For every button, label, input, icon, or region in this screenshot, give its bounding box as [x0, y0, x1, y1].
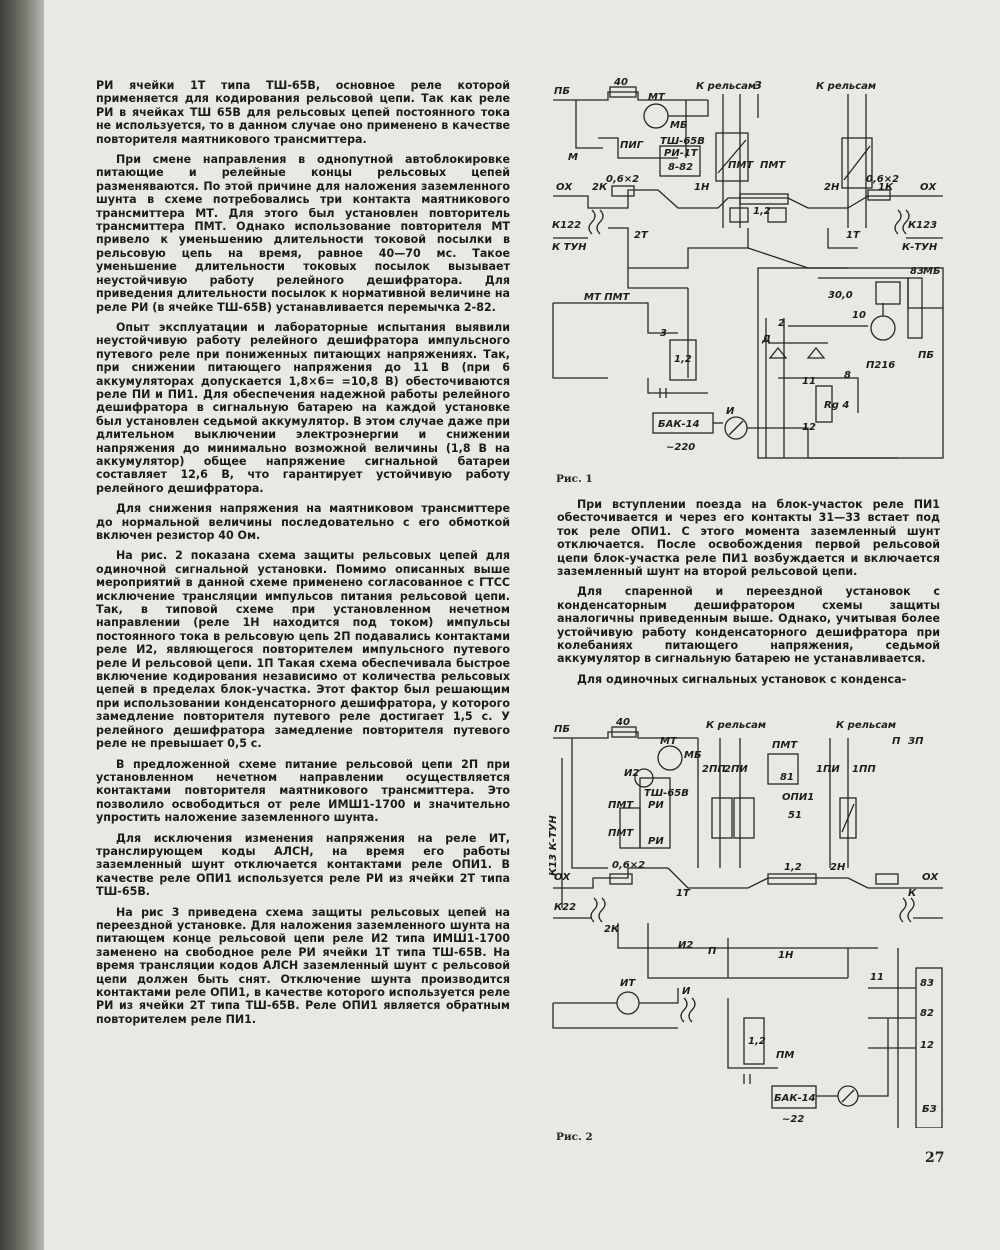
label-2k: 2К [592, 182, 608, 193]
label-mt: МТ [648, 92, 665, 103]
label-pm: ПМ [776, 1050, 795, 1061]
label-m: М [568, 152, 578, 163]
label-opi1: ОПИ1 [782, 792, 815, 803]
label-ri1t: РИ-1Т [664, 148, 698, 159]
label-rg4: Rg 4 [824, 400, 850, 411]
label-10: 10 [852, 310, 866, 321]
paragraph: Опыт эксплуатации и лабораторные испытания выявили неустойчивую работу релейного дешифратора импульсного путевого реле при пониженных питающих напряжениях. Так, при снижении питающего напряжения до 11 В (при 6 аккумуляторах допускается 1,8×6= =10,8 В) обесточиваются реле ПИ и ПИ1. Для обеспечения надежной работы релейного дешифратора в сигнальную батарею на каждой установке был установлен седьмой аккумулятор. В этом случае даже при длительном выключении электроэнергии и снижении напряжения до минимально возможной величины (1,8 В на аккумулятор) общее напряжение сигнальной батареи составляет 12,6 В, что гарантирует устойчивую работу релейного дешифратора. [96, 320, 510, 495]
label-11: 11 [870, 972, 884, 983]
label-pmt1: ПМТ [728, 160, 754, 171]
label-12: 12 [920, 1040, 934, 1051]
label-k123: К123 [908, 220, 938, 231]
label-k22: К22 [554, 902, 577, 913]
label-p1: П [892, 736, 901, 747]
paragraph: На рис 3 приведена схема защиты рельсовых цепей на переездной установке. Для наложения заземленного шунта на питающем конце рельсовой цепи реле И2 типа ИМШ1-1700 заменено на свободное реле РИ ячейки 1Т типа ТШ-65В. На время трансляции кодов АЛСН заземленный шунт с рельсовой цепи должен быть снят. Отключение шунта производится контактами реле ОПИ1, в качестве которого используется реле РИ из ячейки 2Т типа ТШ-65В. Реле ОПИ1 является обратным повторителем реле ПИ1. [96, 905, 510, 1026]
label-2k: 2К [604, 924, 620, 935]
label-pmt2: ПМТ [760, 160, 786, 171]
label-ri2: РИ [648, 836, 664, 847]
label-1t: 1Т [846, 230, 860, 241]
left-text-column [96, 79, 510, 1033]
label-83: 83 [910, 266, 924, 277]
label-51: 51 [788, 810, 802, 821]
label-40: 40 [616, 718, 630, 728]
label-pb2: ПБ [918, 350, 934, 361]
label-zp: ЗП [908, 736, 924, 747]
label-ox2: ОХ [922, 872, 939, 883]
label-d: Д [762, 334, 771, 345]
paragraph: Для спаренной и переездной установок с конденсаторным дешифратором схемы защиты аналогичны приведенным выше. Однако, учитывая более устойчивую работу конденсаторного дешифратора при колебаниях питающего напряжения, седьмой аккумулятор в сигнальную батарею не устанавливается. [557, 585, 940, 666]
label-22: ~22 [782, 1114, 805, 1125]
label-k: К [908, 888, 917, 899]
label-ox1: ОХ [554, 872, 571, 883]
label-2pi: 2ПИ [724, 764, 748, 775]
label-ox1: ОХ [556, 182, 573, 193]
label-83: 83 [920, 978, 934, 989]
paragraph: На рис. 2 показана схема защиты рельсовых цепей для одиночной сигнальной установки. Помимо описанных выше мероприятий в данной схеме применено согласованное с ГТСС исключение трансляции импульсов питания рельсовой цепи. Так, в типовой схеме при установленном нечетном направлении (реле 1Н находится под током) импульсы постоянного тока в рельсовую цепь 2П подавались контактами реле И2, являющегося повторителем импульсного путевого реле И рельсовой цепи. 1П Такая схема обеспечивала быстрое включение кодирования независимо от количества рельсовых цепей в пределах блок-участка. Этот фактор был решающим при использовании конденсаторного дешифратора, у которого замедление повторителя путевого реле достигает 1,5 с. У релейного дешифратора замедление повторителя путевого реле не превышает 0,5 с. [96, 549, 510, 751]
paragraph: В предложенной схеме питание рельсовой цепи 2П при установленном нечетном направлении осуществляется контактами повторителя маятникового трансмиттера. Это позволило освободиться от реле ИМШ1-1700 и значительно упростить наложение заземленного шунта. [96, 757, 510, 825]
label-220: ~220 [666, 442, 696, 453]
label-1n: 1Н [778, 950, 794, 961]
label-40: 40 [614, 78, 628, 88]
label-p216: П216 [866, 360, 896, 371]
paragraph: Для одиночных сигнальных установок с конденса- [577, 672, 907, 686]
label-bak: БАК-14 [658, 419, 700, 430]
label-k122: К122 [552, 220, 582, 231]
label-c06b: 0,6×2 [866, 174, 900, 185]
label-krelsam2: К рельсам [816, 81, 877, 92]
label-pmt3: ПМТ [608, 828, 634, 839]
label-tsh: ТШ-65В [644, 788, 689, 799]
label-krelsam1: К рельсам [696, 81, 757, 92]
label-1pi: 1ПИ [816, 764, 840, 775]
label-it: ИТ [620, 978, 636, 989]
label-2pp: 2ПП [702, 764, 726, 775]
label-c8: 8-82 [668, 162, 694, 173]
label-c06: 0,6×2 [612, 860, 646, 871]
figure-2-schematic [548, 718, 948, 1128]
label-i2: И2 [624, 768, 640, 779]
label-12b: 1,2 [748, 1036, 766, 1047]
label-pmt2: ПМТ [608, 800, 634, 811]
label-i2b: И2 [678, 940, 694, 951]
paragraph: При вступлении поезда на блок-участок реле ПИ1 обесточивается и через его контакты 31—33 встает под ток реле ОПИ1. С этого момента заземленный шунт отключается. После освобождения первой рельсовой цепи блок-участка реле ПИ1 возбуждается и включается заземленный шунт на второй рельсовой цепи. [557, 498, 940, 579]
book-spine-shadow [0, 0, 44, 1250]
label-krelsam1: К рельсам [706, 720, 767, 731]
figure-2-caption: Рис. 2 [556, 1131, 593, 1143]
label-8: 8 [844, 370, 851, 381]
label-81: 81 [780, 772, 794, 783]
label-12b: 1,2 [674, 354, 692, 365]
label-12: 12 [802, 422, 816, 433]
label-c06a: 0,6×2 [606, 174, 640, 185]
label-1pp: 1ПП [852, 764, 876, 775]
label-i: И [726, 406, 735, 417]
label-2: 2 [778, 318, 785, 329]
label-pb: ПБ [554, 86, 570, 97]
label-pb: ПБ [554, 724, 570, 735]
label-mt: МТ [660, 736, 677, 747]
label-c12: 1,2 [784, 862, 802, 873]
paragraph: Для снижения напряжения на маятниковом трансмиттере до нормальной величины последовательно с его обмоткой включен резистор 40 Ом. [96, 502, 510, 542]
label-c12: 1,2 [753, 206, 771, 217]
label-1k: 1К [878, 182, 894, 193]
label-82: 82 [920, 1008, 934, 1019]
page-number: 27 [925, 1150, 945, 1166]
label-11: 11 [802, 376, 816, 387]
label-ktun2: К-ТУН [902, 242, 938, 253]
label-tsh: ТШ-65В [660, 136, 705, 147]
label-mb: МБ [684, 750, 702, 761]
figure-1-caption: Рис. 1 [556, 473, 593, 485]
label-mb: МБ [670, 120, 688, 131]
label-bak: БАК-14 [774, 1093, 816, 1104]
label-2n: 2Н [830, 862, 846, 873]
label-ri: РИ [648, 800, 664, 811]
label-ktun1: К ТУН [552, 242, 587, 253]
label-p: П [708, 946, 717, 957]
right-text-column [557, 498, 940, 693]
figure-1-schematic [548, 78, 948, 463]
label-mt-pmt: МТ ПМТ [584, 292, 630, 303]
paragraph: РИ ячейки 1Т типа ТШ-65В, основное реле которой применяется для кодирования рельсовой цепи. Так как реле РИ в ячейках ТШ 65В для рельсовых цепей постоянного тока не используется, то в данном случае оно применено в качестве повторителя маятникового трансмиттера. [96, 79, 510, 146]
paragraph: При смене направления в однопутной автоблокировке питающие и релейные концы рельсовых цепей разменяваются. По этой причине для наложения заземленного шунта в схеме потребовались три контакта маятникового трансмиттера МТ. Для этого был установлен повторитель трансмиттера ПМТ. Однако использование повторителя МТ привело к уменьшению длительности токовой посылки в рельсовую цепь на время, равное 40—70 мс. Такое уменьшение длительности токовых посылок вызывает неустойчивую работу релейного дешифратора. Для приведения длительности посылок к нормативной величине на реле РИ (в ячейке ТШ-65В) устанавливается перемычка 2-82. [96, 153, 510, 314]
label-pmt: ПМТ [772, 740, 798, 751]
label-1n: 1Н [694, 182, 710, 193]
label-i: И [682, 986, 691, 997]
label-ktun: К13 К-ТУН [548, 815, 559, 876]
label-b3: БЗ [922, 1104, 937, 1115]
label-krelsam2: К рельсам [836, 720, 897, 731]
label-s: З [754, 79, 762, 92]
paragraph: Для исключения изменения напряжения на реле ИТ, транслирующем коды АЛСН, на время его работы заземленный шунт отключается контактами реле ОПИ1. В качестве реле ОПИ1 используется реле РИ из ячейки 2Т типа ТШ-65В. [96, 831, 510, 899]
label-mb2: МБ [923, 266, 941, 277]
label-pig: ПИГ [620, 140, 644, 151]
label-3: 3 [660, 328, 667, 339]
label-2n: 2Н [824, 182, 840, 193]
label-ox2: ОХ [920, 182, 937, 193]
label-1t: 1Т [676, 888, 690, 899]
label-30: 30,0 [828, 290, 853, 301]
label-2t: 2Т [634, 230, 648, 241]
